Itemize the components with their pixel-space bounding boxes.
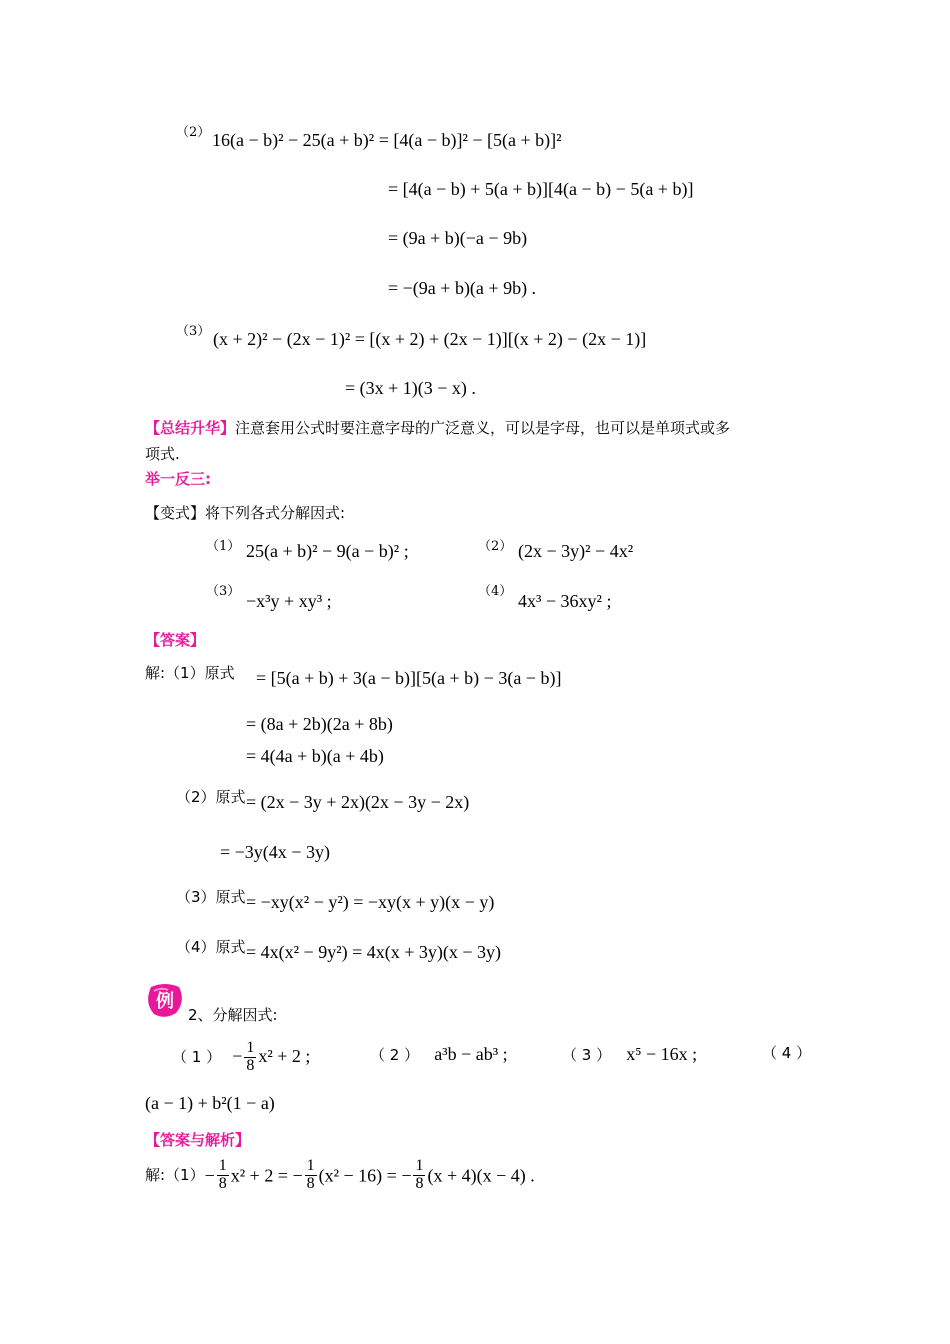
analysis-prefix: 解:（1） — [145, 1165, 205, 1184]
variant-item-3-expr: −x³y + xy³ ; — [246, 591, 332, 611]
variant-item-2-number: （2） — [478, 539, 513, 554]
variant-item-1-number: （1） — [206, 539, 241, 554]
analysis-f2-top: 1 — [306, 1157, 315, 1174]
analysis-f1-bottom: 8 — [218, 1174, 227, 1192]
analysis-term-2: (x² − 16) = − — [318, 1165, 412, 1186]
variant-item-4-expr: 4x³ − 36xy² ; — [518, 591, 612, 611]
variant-item-1-expr: 25(a + b)² − 9(a − b)² ; — [246, 541, 409, 561]
answer-4-line1: = 4x(x² − 9y²) = 4x(x + 3y)(x − 3y) — [246, 942, 502, 962]
analysis-line-1 — [145, 1158, 535, 1193]
part2-line2: = [4(a − b) + 5(a + b)][4(a − b) − 5(a + b)] — [388, 179, 694, 199]
variant-label: 【变式】将下列各式分解因式: — [145, 504, 346, 522]
example2-question-3 — [562, 1045, 697, 1063]
part3-number: （3） — [176, 324, 211, 339]
part2-line3: = (9a + b)(−a − 9b) — [388, 228, 528, 248]
variant-item-2-expr: (2x − 3y)² − 4x² — [518, 541, 634, 561]
summary-text-line1: 注意套用公式时要注意字母的广泛意义，可以是字母，也可以是单项式或多 — [235, 419, 731, 437]
analysis-f1-top: 1 — [218, 1157, 227, 1174]
q4-number: （ 4 ） — [762, 1044, 812, 1062]
example-badge-text: 例 — [156, 991, 174, 1012]
analysis-fraction-1 — [217, 1158, 229, 1193]
answer-2-line1: = (2x − 3y + 2x)(2x − 3y − 2x) — [246, 792, 470, 812]
analysis-fraction-3 — [413, 1158, 425, 1193]
variant-item-4-number: （4） — [478, 584, 513, 599]
q2-number: （ 2 ） — [370, 1046, 420, 1064]
example2-question-2 — [370, 1045, 508, 1063]
part3-line2: = (3x + 1)(3 − x) . — [345, 378, 476, 398]
example2-title: 2、分解因式: — [188, 1006, 278, 1024]
analysis-minus: − — [204, 1165, 215, 1186]
q3-number: （ 3 ） — [562, 1046, 612, 1064]
part2-line1: 16(a − b)² − 25(a + b)² = [4(a − b)]² − [5(a + b)]² — [212, 130, 562, 150]
answer-3-line1: = −xy(x² − y²) = −xy(x + y)(x − y) — [246, 892, 495, 912]
answer-3-prefix: （3）原式 — [176, 888, 246, 906]
example-badge-icon — [146, 983, 184, 1019]
q1-frac-top: 1 — [246, 1039, 255, 1056]
answer-4-prefix: （4）原式 — [176, 938, 246, 956]
part2-line4: = −(9a + b)(a + 9b) . — [388, 278, 537, 298]
analysis-f3-top: 1 — [415, 1157, 424, 1174]
part3-line1: (x + 2)² − (2x − 1)² = [(x + 2) + (2x − 1)][(x + 2) − (2x − 1)] — [213, 329, 647, 349]
summary-paragraph — [145, 420, 730, 436]
analysis-label: 【答案与解析】 — [145, 1131, 251, 1149]
q1-minus: − — [232, 1045, 243, 1066]
juyi-heading: 举一反三: — [145, 470, 211, 488]
part2-number: （2） — [176, 125, 211, 140]
q3-expr: x⁵ − 16x ; — [626, 1044, 698, 1064]
analysis-f3-bottom: 8 — [415, 1174, 424, 1192]
example2-question-1 — [172, 1040, 310, 1075]
q1-rest: x² + 2 ; — [258, 1045, 311, 1066]
analysis-term-1: x² + 2 = − — [230, 1165, 303, 1186]
answer-1-line3: = 4(4a + b)(a + 4b) — [246, 746, 384, 766]
summary-label: 【总结升华】 — [145, 419, 236, 437]
variant-item-3-number: （3） — [206, 584, 241, 599]
analysis-fraction-2 — [305, 1158, 317, 1193]
answer-label: 【答案】 — [145, 631, 206, 649]
q1-frac-bottom: 8 — [246, 1056, 255, 1074]
answer-1-prefix: 解:（1）原式 — [145, 664, 235, 682]
analysis-f2-bottom: 8 — [306, 1174, 315, 1192]
answer-2-prefix: （2）原式 — [176, 788, 246, 806]
summary-text-line2: 项式. — [145, 445, 180, 463]
answer-2-line2: = −3y(4x − 3y) — [220, 842, 330, 862]
q1-number: （ 1 ） — [172, 1047, 222, 1066]
q1-fraction — [244, 1040, 256, 1075]
q4-expr: (a − 1) + b²(1 − a) — [145, 1093, 275, 1113]
answer-1-line2: = (8a + 2b)(2a + 8b) — [246, 714, 393, 734]
analysis-term-3: (x + 4)(x − 4) . — [427, 1165, 535, 1186]
answer-1-line1: = [5(a + b) + 3(a − b)][5(a + b) − 3(a − b)] — [256, 668, 562, 688]
q2-expr: a³b − ab³ ; — [434, 1044, 508, 1064]
